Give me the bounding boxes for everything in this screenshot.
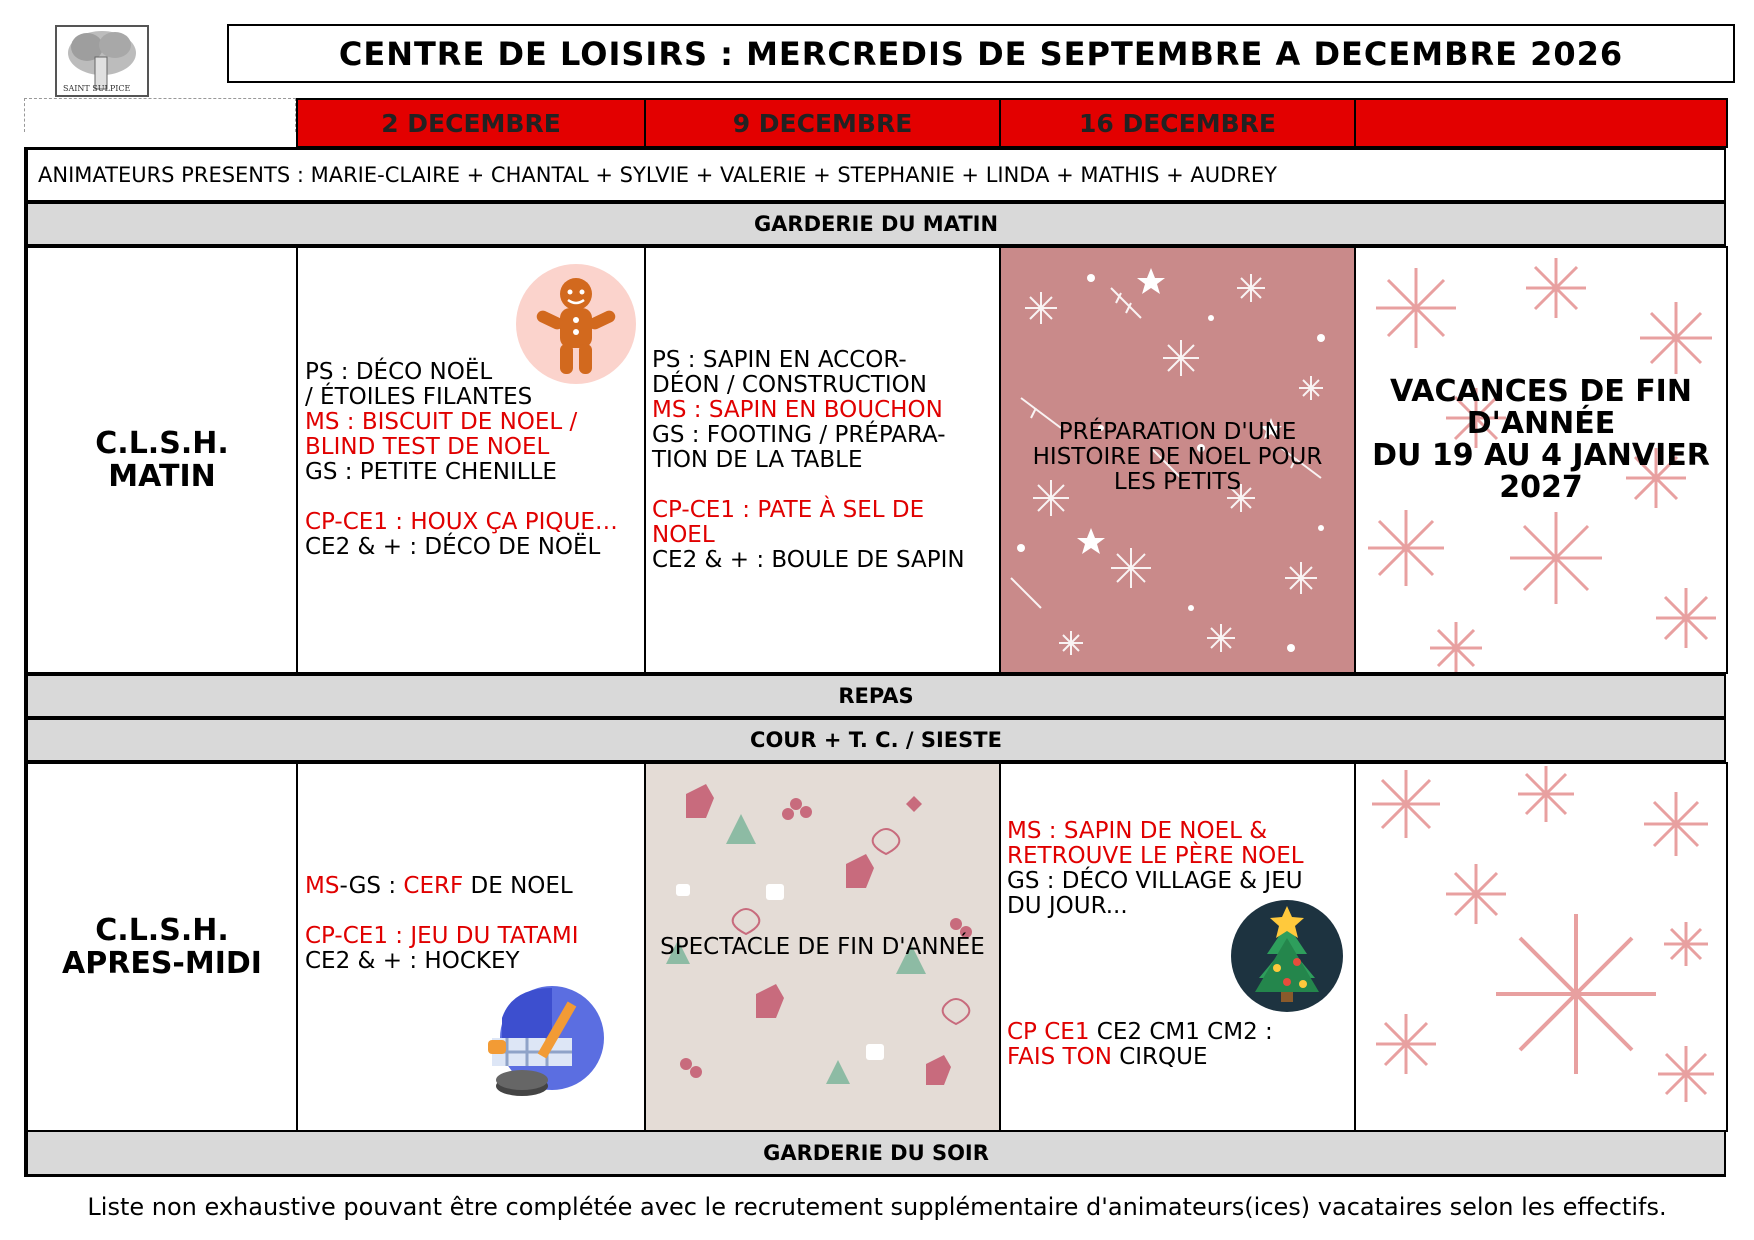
- matin-activities-1: [305, 360, 618, 560]
- matin-activity-3: [1001, 248, 1354, 672]
- activity-line: CE2 & + : DÉCO DE NOËL: [305, 534, 601, 560]
- row-label-line2: MATIN: [108, 459, 216, 494]
- activity-line: NOEL: [652, 522, 715, 548]
- band-repas: REPAS: [26, 674, 1726, 718]
- animateurs-row: ANIMATEURS PRESENTS : MARIE-CLAIRE + CHANTAL + SYLVIE + VALERIE + STEPHANIE + LINDA + MATHIS + AUDREY: [26, 148, 1726, 202]
- aprem-cell-3: [999, 762, 1356, 1132]
- band-garderie-soir: GARDERIE DU SOIR: [26, 1130, 1726, 1176]
- footer-note: Liste non exhaustive pouvant être complétée avec le recrutement supplémentaire d'animateurs(ices) vacataires selon les effectifs.: [87, 1193, 1667, 1221]
- matin-cell-4: [1354, 246, 1728, 674]
- activity-line: CE2 & + : HOCKEY: [305, 948, 520, 974]
- row-label-line2: APRES-MIDI: [62, 946, 262, 981]
- activity-line: MS : SAPIN EN BOUCHON: [652, 397, 943, 423]
- row-label-aprem: [26, 762, 298, 1132]
- holiday-line: DU 19 AU 4 JANVIER: [1372, 438, 1710, 473]
- activity-line: GS : DÉCO VILLAGE & JEU: [1007, 868, 1303, 894]
- logo: [55, 25, 149, 97]
- aprem-cell-2: [644, 762, 1001, 1132]
- activity-line: PS : DÉCO NOËL: [305, 359, 493, 385]
- activity-line: CP CE1 CE2 CM1 CM2 :: [1007, 1019, 1273, 1045]
- aprem-cell-1: [296, 762, 646, 1132]
- activity-line: / ÉTOILES FILANTES: [305, 384, 533, 410]
- activity-line: CE2 & + : BOULE DE SAPIN: [652, 547, 965, 573]
- holiday-line: VACANCES DE FIN: [1390, 374, 1692, 409]
- tree-logo-icon: [57, 27, 147, 95]
- row-label-matin: [26, 246, 298, 674]
- band-garderie-matin: GARDERIE DU MATIN: [26, 202, 1726, 246]
- hockey-helmet-icon: [482, 978, 610, 1106]
- activity-line: FAIS TON CIRQUE: [1007, 1044, 1208, 1070]
- activity-line: CP-CE1 : PATE À SEL DE: [652, 497, 925, 523]
- activity-line: RETROUVE LE PÈRE NOEL: [1007, 843, 1304, 869]
- activity-line: GS : PETITE CHENILLE: [305, 459, 557, 485]
- date-header-3: 16 DECEMBRE: [999, 98, 1356, 148]
- activity-line: CP-CE1 : JEU DU TATAMI: [305, 923, 579, 949]
- christmas-tree-icon: [1229, 898, 1345, 1014]
- activity-line: PS : SAPIN EN ACCOR-: [652, 347, 907, 373]
- activity-line: DU JOUR...: [1007, 893, 1128, 919]
- logo-frame: [24, 98, 296, 132]
- activity-line: MS : SAPIN DE NOEL &: [1007, 818, 1268, 844]
- activity-line: PRÉPARATION D'UNE: [1058, 419, 1297, 445]
- matin-cell-2: [644, 246, 1001, 674]
- holiday-line: D'ANNÉE: [1466, 406, 1616, 441]
- matin-cell-3: [999, 246, 1356, 674]
- matin-activities-2: [652, 348, 965, 573]
- row-label-line1: C.L.S.H.: [95, 913, 229, 948]
- aprem-activity-2: SPECTACLE DE FIN D'ANNÉE: [660, 934, 985, 960]
- aprem-activities-1: [305, 874, 578, 974]
- activity-line: LES PETITS: [1113, 469, 1242, 495]
- aprem-cell-4: [1354, 762, 1728, 1132]
- date-header-1: 2 DECEMBRE: [296, 98, 646, 148]
- activity-line: DÉON / CONSTRUCTION: [652, 372, 927, 398]
- band-cour: COUR + T. C. / SIESTE: [26, 718, 1726, 762]
- activity-line: MS : BISCUIT DE NOEL /: [305, 409, 578, 435]
- activity-line: GS : FOOTING / PRÉPARA-: [652, 422, 946, 448]
- activity-line: TION DE LA TABLE: [652, 447, 863, 473]
- aprem-activities-3b: [1007, 1020, 1273, 1070]
- row-label-line1: C.L.S.H.: [95, 426, 229, 461]
- svg-text:SAINT SULPICE: SAINT SULPICE: [63, 84, 131, 93]
- date-header-2: 9 DECEMBRE: [644, 98, 1001, 148]
- snowflake-pattern: [1356, 764, 1726, 1130]
- activity-line: MS-GS : CERF DE NOEL: [305, 873, 573, 899]
- matin-cell-1: [296, 246, 646, 674]
- matin-activity-4: [1356, 248, 1726, 672]
- activity-line: CP-CE1 : HOUX ÇA PIQUE…: [305, 509, 618, 535]
- page-title: CENTRE DE LOISIRS : MERCREDIS DE SEPTEMBRE A DECEMBRE 2026: [227, 24, 1735, 83]
- activity-line: HISTOIRE DE NOEL POUR: [1032, 444, 1323, 470]
- activity-line: BLIND TEST DE NOEL: [305, 434, 550, 460]
- holiday-line: 2027: [1499, 470, 1583, 505]
- date-header-4: [1354, 98, 1728, 148]
